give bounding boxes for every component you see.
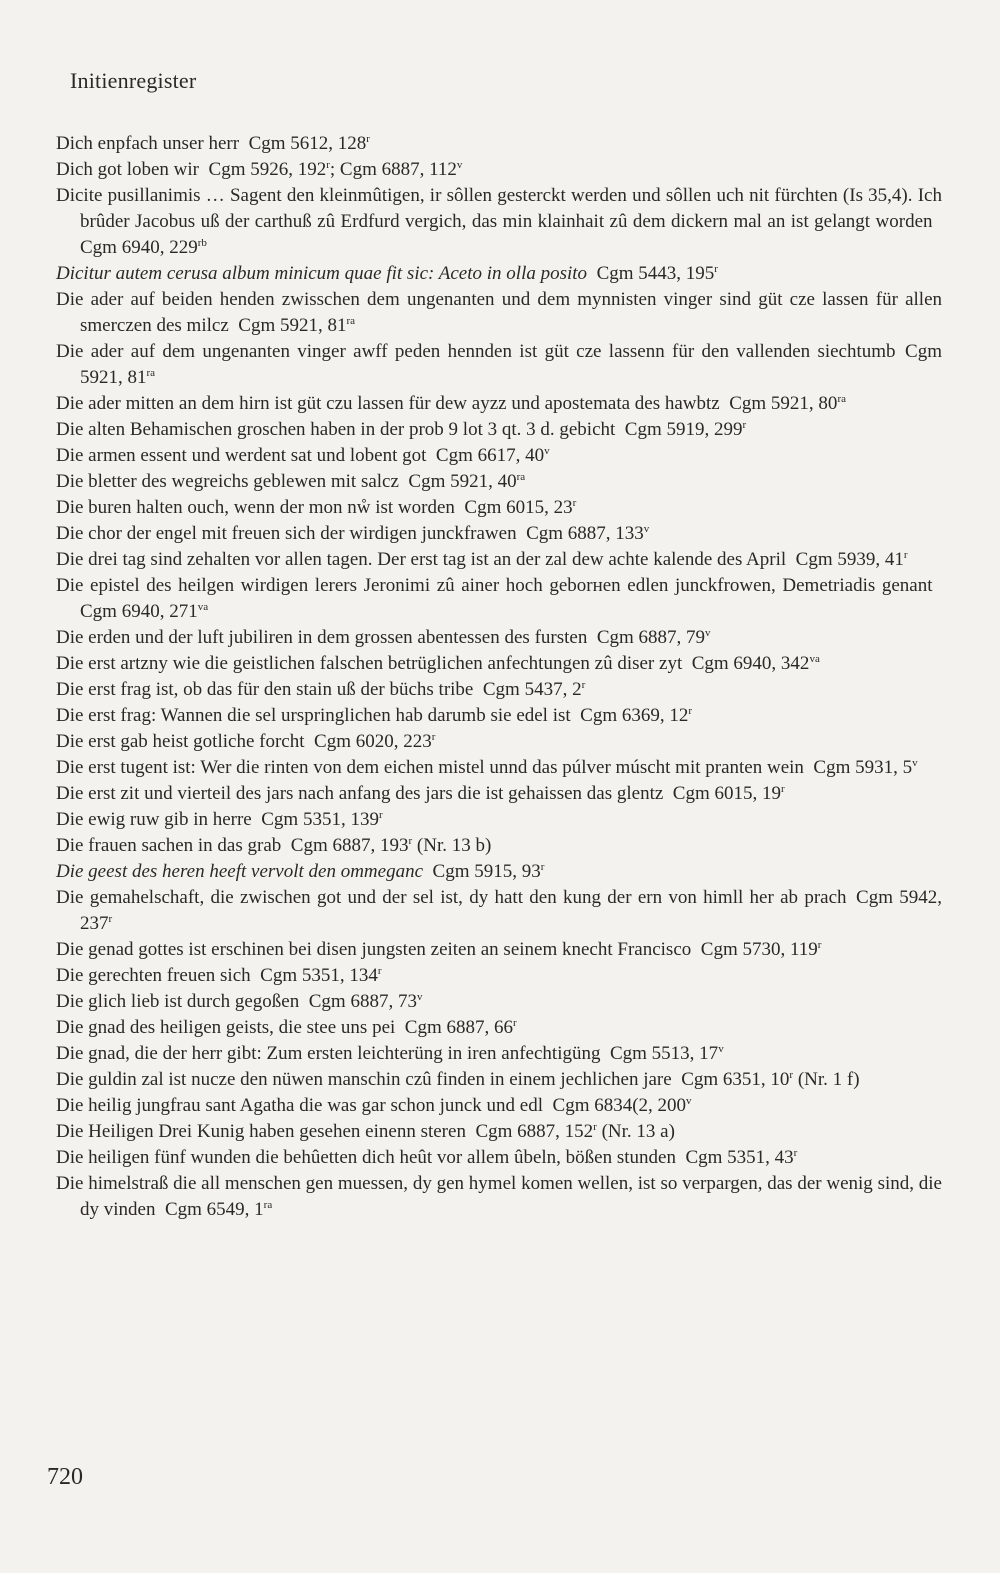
entry-incipit: Die erst artzny wie die geistlichen falschen betrüglichen anfechtungen zû diser zyt: [56, 653, 683, 674]
index-entry: [56, 885, 942, 937]
entry-incipit: Die genad gottes ist erschinen bei disen jungsten zeiten an seinem knecht Francisco: [56, 939, 692, 960]
index-entry: [56, 391, 942, 417]
folio-side: r: [793, 1147, 798, 1159]
entry-incipit: Die drei tag sind zehalten vor allen tagen. Der erst tag ist an der zal dew achte kalende des April: [56, 549, 787, 570]
entry-note: (Nr. 1 f): [793, 1069, 860, 1090]
entry-reference: Cgm 6887, 66: [404, 1017, 513, 1038]
folio-side: r: [326, 159, 330, 171]
index-entry: [56, 495, 942, 521]
entry-incipit: Die erst frag ist, ob das für den stain uß der büchs tribe: [56, 679, 474, 700]
folio-side: ra: [263, 1199, 273, 1211]
folio-side: r: [688, 705, 693, 717]
folio-side: r: [572, 497, 577, 509]
folio-side: v: [456, 159, 463, 171]
folio-side: r: [108, 913, 113, 925]
index-entry: [56, 573, 942, 625]
entry-incipit: Die frauen sachen in das grab: [56, 835, 282, 856]
entry-incipit: Die ader mitten an dem hirn ist güt czu lassen für dew ayzz und apostemata des hawbtz: [56, 393, 720, 414]
index-entry: [56, 183, 942, 261]
entry-reference: Cgm 5931, 5: [813, 757, 913, 778]
entry-incipit: Die epistel des heilgen wirdigen lerers Jeronimi zû ainer hoch geborнen edlen junckfrowen, Demetriadis genant: [56, 575, 933, 596]
entry-note: (Nr. 13 a): [596, 1121, 675, 1142]
folio-side: r: [378, 809, 383, 821]
folio-side: r: [780, 783, 785, 795]
folio-side: r: [513, 1017, 517, 1029]
entry-reference: Cgm 5919, 299: [624, 419, 743, 440]
index-entry: [56, 521, 942, 547]
folio-side: ra: [837, 393, 846, 405]
index-entry: [56, 937, 942, 963]
index-entry: [56, 1041, 942, 1067]
entry-incipit: Die gnad, die der herr gibt: Zum ersten leichterüng in iren anfechtigüng: [56, 1043, 601, 1064]
folio-side: v: [718, 1043, 724, 1055]
entry-incipit: Die chor der engel mit freuen sich der wirdigen junckfrawen: [56, 523, 517, 544]
entry-incipit: Die erst gab heist gotliche forcht: [56, 731, 305, 752]
index-entry: [56, 1067, 942, 1093]
entry-reference: Cgm 6940, 271: [80, 601, 198, 622]
index-entry: [56, 703, 942, 729]
index-entry: [56, 339, 942, 391]
index-entry: [56, 417, 942, 443]
index-entry: [56, 755, 942, 781]
entry-reference: Cgm 5351, 43: [685, 1147, 794, 1168]
entry-reference: Cgm 5915, 93: [432, 861, 541, 882]
entry-reference: Cgm 6015, 23: [464, 497, 573, 518]
index-entry: [56, 469, 942, 495]
index-entry: [56, 833, 942, 859]
index-entry: [56, 131, 942, 157]
folio-side: r: [903, 549, 908, 561]
entry-incipit: Die himelstraß die all menschen gen muessen, dy gen hymel komen wellen, ist so verpargen, das der wenig sind, die dy vinden: [56, 1173, 942, 1220]
folio-side: r: [714, 263, 718, 275]
entry-reference: Cgm 5921, 40: [408, 471, 517, 492]
page-number: 720: [47, 1464, 83, 1490]
folio-side: r: [431, 731, 436, 743]
entry-reference-second: ; Cgm 6887, 112: [329, 159, 457, 180]
entry-reference: Cgm 6940, 342: [691, 653, 810, 674]
folio-side: r: [817, 939, 822, 951]
index-entry: [56, 651, 942, 677]
folio-side: rb: [197, 237, 207, 249]
entry-incipit: Die gemahelschaft, die zwischen got und der sel ist, dy hatt den kung der ern von himll her ab prach: [56, 887, 847, 908]
entry-incipit: Die armen essent und werdent sat und lobent got: [56, 445, 427, 466]
entry-incipit: Die erden und der luft jubiliren in dem grossen abentessen des fursten: [56, 627, 588, 648]
index-entry: [56, 1171, 942, 1223]
entry-reference: Cgm 5351, 139: [261, 809, 379, 830]
entry-reference: Cgm 5513, 17: [609, 1043, 719, 1064]
index-entry: [56, 443, 942, 469]
entry-incipit: Die gerechten freuen sich: [56, 965, 251, 986]
entry-reference: Cgm 5730, 119: [700, 939, 818, 960]
running-header: Initienregister: [70, 68, 197, 93]
index-entry: [56, 729, 942, 755]
folio-side: v: [544, 445, 550, 457]
entry-reference: Cgm 6617, 40: [435, 445, 545, 466]
index-entry: [56, 1093, 942, 1119]
entry-reference: Cgm 6887, 193: [290, 835, 409, 856]
entry-incipit: Dicitur autem cerusa album minicum quae fit sic: Aceto in olla posito: [56, 263, 588, 284]
folio-side: r: [377, 965, 382, 977]
folio-side: ra: [346, 315, 356, 327]
index-entry: [56, 625, 942, 651]
entry-reference: Cgm 6834(2, 200: [552, 1095, 687, 1116]
entry-incipit: Die ader auf beiden henden zwisschen dem ungenanten und dem mynnisten vinger sind güt cze lassen für allen smerczen des milcz: [56, 289, 942, 336]
folio-side: v: [643, 523, 650, 535]
entry-incipit: Die alten Behamischen groschen haben in der prob 9 lot 3 qt. 3 d. gebicht: [56, 419, 616, 440]
entry-incipit: Dicite pusillanimis … Sagent den kleinmûtigen, ir sôllen gesterckt werden und sôllen uch nit fürchten (Is 35,4). Ich brûder Jacobus uß der carthuß zû Erdfurd vergich, das min klainhait zû dem dickern mal an ist gelangt worden: [56, 185, 942, 232]
folio-side: r: [789, 1069, 794, 1081]
index-entry: [56, 677, 942, 703]
entry-incipit: Die glich lieb ist durch gegoßen: [56, 991, 300, 1012]
entry-reference: Cgm 6887, 79: [596, 627, 706, 648]
entry-incipit: Die erst frag: Wannen die sel urspringlichen hab darumb sie edel ist: [56, 705, 571, 726]
folio-side: v: [705, 627, 711, 639]
index-entry: [56, 963, 942, 989]
index-entry: [56, 1119, 942, 1145]
entry-incipit: Die geest des heren heeft vervolt den ommeganc: [56, 861, 424, 882]
index-entry: [56, 157, 942, 183]
entry-reference: Cgm 6351, 10: [681, 1069, 790, 1090]
index-entry: [56, 859, 942, 885]
entry-incipit: Die buren halten ouch, wenn der mon nẘ ist worden: [56, 497, 455, 518]
entry-incipit: Die ader auf dem ungenanten vinger awff peden hennden ist güt cze lassenn für den vallenden siechtumb: [56, 341, 896, 362]
entry-reference: Cgm 5942, 237: [80, 887, 943, 934]
entry-reference: Cgm 6369, 12: [580, 705, 689, 726]
index-entry: [56, 547, 942, 573]
entry-reference: Cgm 5939, 41: [795, 549, 904, 570]
entry-reference: Cgm 6020, 223: [314, 731, 432, 752]
entry-reference: Cgm 5921, 81: [80, 341, 942, 388]
entry-reference: Cgm 6940, 229: [80, 237, 198, 258]
index-entry: [56, 1145, 942, 1171]
index-entry: [56, 781, 942, 807]
entry-incipit: Die gnad des heiligen geists, die stee uns pei: [56, 1017, 396, 1038]
index-entry: [56, 1015, 942, 1041]
index-entry-list: [56, 131, 942, 1223]
folio-side: r: [742, 419, 747, 431]
entry-reference: Cgm 5921, 80: [729, 393, 838, 414]
entry-reference: Cgm 6015, 19: [672, 783, 781, 804]
entry-reference: Cgm 5926, 192: [208, 159, 327, 180]
entry-note: (Nr. 13 b): [412, 835, 492, 856]
folio-side: va: [197, 601, 209, 613]
entry-incipit: Dich enpfach unser herr: [56, 133, 240, 154]
entry-reference: Cgm 6549, 1: [164, 1199, 264, 1220]
index-entry: [56, 807, 942, 833]
folio-side: ra: [516, 471, 526, 483]
entry-incipit: Dich got loben wir: [56, 159, 200, 180]
folio-side: r: [593, 1121, 597, 1133]
entry-incipit: Die erst zit und vierteil des jars nach anfang des jars die ist gehaissen das glentz: [56, 783, 664, 804]
entry-incipit: Die heiligen fünf wunden die behûetten dich heût vor allem ûbeln, bößen stunden: [56, 1147, 676, 1168]
entry-incipit: Die guldin zal ist nucze den nüwen manschin czû finden in einem jechlichen jare: [56, 1069, 672, 1090]
entry-reference: Cgm 6887, 133: [526, 523, 644, 544]
folio-side: r: [408, 835, 413, 847]
index-entry: [56, 261, 942, 287]
folio-side: v: [686, 1095, 692, 1107]
entry-reference: Cgm 5351, 134: [260, 965, 378, 986]
entry-reference: Cgm 5612, 128: [248, 133, 367, 154]
folio-side: v: [416, 991, 423, 1003]
index-entry: [56, 989, 942, 1015]
entry-incipit: Die heilig jungfrau sant Agatha die was gar schon junck und edl: [56, 1095, 544, 1116]
folio-side: r: [366, 133, 370, 145]
entry-reference: Cgm 5921, 81: [238, 315, 347, 336]
entry-incipit: Die bletter des wegreichs geblewen mit salcz: [56, 471, 399, 492]
entry-incipit: Die Heiligen Drei Kunig haben gesehen einenn steren: [56, 1121, 466, 1142]
entry-reference: Cgm 5443, 195: [596, 263, 715, 284]
entry-reference: Cgm 5437, 2: [482, 679, 582, 700]
folio-side: va: [809, 653, 820, 665]
entry-reference: Cgm 6887, 152: [475, 1121, 594, 1142]
index-entry: [56, 287, 942, 339]
folio-side: r: [581, 679, 586, 691]
folio-side: r: [540, 861, 545, 873]
folio-side: ra: [146, 367, 156, 379]
entry-incipit: Die erst tugent ist: Wer die rinten von dem eichen mistel unnd das púlver múscht mit pranten wein: [56, 757, 804, 778]
entry-incipit: Die ewig ruw gib in herre: [56, 809, 252, 830]
folio-side: v: [912, 757, 918, 769]
entry-reference: Cgm 6887, 73: [308, 991, 417, 1012]
